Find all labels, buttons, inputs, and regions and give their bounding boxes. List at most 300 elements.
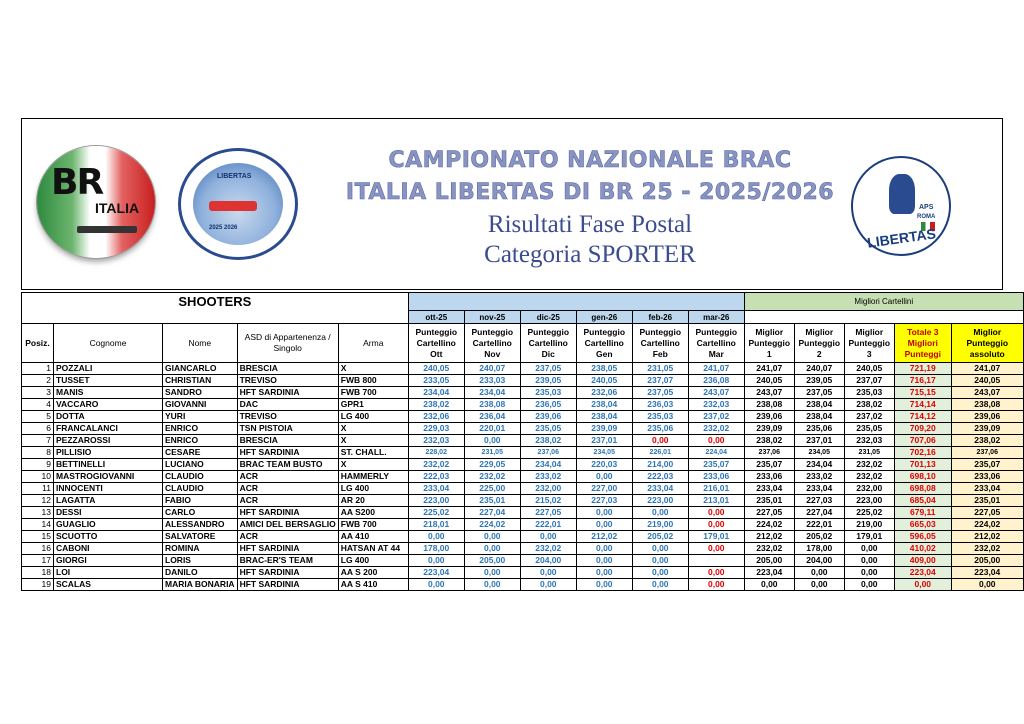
cell-arma: LG 400 xyxy=(338,555,408,567)
cell-month-score: 233,04 xyxy=(632,483,688,495)
table-row xyxy=(22,399,1024,411)
col-month-ott: Punteggio Cartellino Ott xyxy=(408,324,464,363)
cell-month-score: 237,01 xyxy=(576,435,632,447)
cell-arma: AR 20 xyxy=(338,495,408,507)
logo-libertas-text: LIBERTAS xyxy=(217,173,252,180)
title-line-3: Risultati Fase Postal xyxy=(487,211,693,238)
cell-best-score: 178,00 xyxy=(794,543,844,555)
cell-month-score: 226,01 xyxy=(632,447,688,459)
cell-best-score: 238,08 xyxy=(744,399,794,411)
cell-month-score: 216,01 xyxy=(688,483,744,495)
cell-arma: HATSAN AT 44 xyxy=(338,543,408,555)
cell-month-score: 227,00 xyxy=(576,483,632,495)
cell-totale: 410,02 xyxy=(894,543,951,555)
cell-best-score: 233,02 xyxy=(794,471,844,483)
cell-best-score: 224,02 xyxy=(744,519,794,531)
cell-arma: FWB 700 xyxy=(338,519,408,531)
cell-month-score: 222,03 xyxy=(632,471,688,483)
cell-arma: AA S 410 xyxy=(338,579,408,591)
cell-position: 19 xyxy=(22,579,54,591)
cell-month-score: 238,05 xyxy=(576,363,632,375)
cell-totale: 409,00 xyxy=(894,555,951,567)
cell-month-score: 0,00 xyxy=(520,531,576,543)
cell-best-score: 219,00 xyxy=(844,519,894,531)
cell-best-score: 205,00 xyxy=(744,555,794,567)
cell-cognome: GUAGLIO xyxy=(54,519,163,531)
results-body xyxy=(22,363,1024,591)
cell-nome: CLAUDIO xyxy=(163,483,238,495)
cell-assoluto: 235,07 xyxy=(951,459,1023,471)
migliori-spacer xyxy=(744,311,1023,324)
rifle-icon xyxy=(77,226,137,233)
cell-nome: ROMINA xyxy=(163,543,238,555)
cell-best-score: 223,00 xyxy=(844,495,894,507)
cell-best-score: 0,00 xyxy=(844,543,894,555)
cell-month-score: 229,03 xyxy=(408,423,464,435)
cell-assoluto: 240,05 xyxy=(951,375,1023,387)
cell-position: 14 xyxy=(22,519,54,531)
cell-best-score: 232,03 xyxy=(844,435,894,447)
cell-month-score: 232,03 xyxy=(688,399,744,411)
cell-month-score: 243,07 xyxy=(688,387,744,399)
cell-best-score: 234,05 xyxy=(794,447,844,459)
cell-month-score: 240,05 xyxy=(408,363,464,375)
cell-month-score: 227,04 xyxy=(464,507,520,519)
cell-month-score: 0,00 xyxy=(464,567,520,579)
col-best-1: Miglior Punteggio 1 xyxy=(744,324,794,363)
cell-month-score: 239,05 xyxy=(520,375,576,387)
cell-best-score: 239,05 xyxy=(794,375,844,387)
cell-best-score: 237,01 xyxy=(794,435,844,447)
cell-month-score: 0,00 xyxy=(576,543,632,555)
table-row xyxy=(22,363,1024,375)
cell-arma: X xyxy=(338,423,408,435)
cell-assoluto: 227,05 xyxy=(951,507,1023,519)
cell-month-score: 238,08 xyxy=(464,399,520,411)
cell-month-score: 234,04 xyxy=(408,387,464,399)
cell-nome: FABIO xyxy=(163,495,238,507)
cell-month-score xyxy=(688,555,744,567)
cell-best-score: 235,05 xyxy=(844,423,894,435)
cell-totale: 707,06 xyxy=(894,435,951,447)
table-row xyxy=(22,375,1024,387)
cell-cognome: TUSSET xyxy=(54,375,163,387)
cell-best-score: 232,02 xyxy=(844,471,894,483)
cell-month-score: 0,00 xyxy=(632,579,688,591)
cell-position: 2 xyxy=(22,375,54,387)
cell-asd: HFT SARDINIA xyxy=(237,543,338,555)
cell-best-score: 240,05 xyxy=(844,363,894,375)
cell-arma: X xyxy=(338,363,408,375)
cell-month-score: 232,02 xyxy=(688,423,744,435)
cell-position: 11 xyxy=(22,483,54,495)
cell-cognome: LOI xyxy=(54,567,163,579)
cell-month-score: 219,00 xyxy=(632,519,688,531)
cell-month-score: 218,01 xyxy=(408,519,464,531)
logo-aps-text: APS xyxy=(919,204,934,211)
cell-position: 5 xyxy=(22,411,54,423)
cell-best-score: 232,02 xyxy=(844,459,894,471)
cell-best-score: 227,05 xyxy=(744,507,794,519)
cell-month-score: 222,01 xyxy=(520,519,576,531)
cell-position: 6 xyxy=(22,423,54,435)
cell-best-score: 0,00 xyxy=(794,567,844,579)
cell-best-score: 237,06 xyxy=(744,447,794,459)
cell-best-score: 240,07 xyxy=(794,363,844,375)
cell-totale: 685,04 xyxy=(894,495,951,507)
cell-best-score: 238,02 xyxy=(744,435,794,447)
cell-best-score: 233,04 xyxy=(744,483,794,495)
rifle-icon xyxy=(209,201,257,211)
cell-cognome: PEZZAROSSI xyxy=(54,435,163,447)
cell-month-score: 227,05 xyxy=(520,507,576,519)
cell-nome: YURI xyxy=(163,411,238,423)
months-band xyxy=(408,293,744,311)
cell-month-score: 237,05 xyxy=(632,387,688,399)
cell-month-score: 232,02 xyxy=(408,459,464,471)
cell-month-score: 239,09 xyxy=(576,423,632,435)
cell-cognome: INNOCENTI xyxy=(54,483,163,495)
cell-best-score: 238,04 xyxy=(794,411,844,423)
cell-position: 13 xyxy=(22,507,54,519)
cell-position: 9 xyxy=(22,459,54,471)
cell-best-score: 225,02 xyxy=(844,507,894,519)
cell-assoluto: 243,07 xyxy=(951,387,1023,399)
cell-month-score: 232,02 xyxy=(520,543,576,555)
cell-nome: CHRISTIAN xyxy=(163,375,238,387)
cell-best-score: 204,00 xyxy=(794,555,844,567)
cell-best-score: 0,00 xyxy=(794,579,844,591)
cell-month-score: 239,06 xyxy=(520,411,576,423)
cell-month-score: 236,08 xyxy=(688,375,744,387)
cell-month-score: 215,02 xyxy=(520,495,576,507)
cell-cognome: PILLISIO xyxy=(54,447,163,459)
cell-best-score: 241,07 xyxy=(744,363,794,375)
cell-asd: ACR xyxy=(237,471,338,483)
cell-month-score: 232,06 xyxy=(408,411,464,423)
cell-cognome: CABONI xyxy=(54,543,163,555)
cell-month-score: 236,03 xyxy=(632,399,688,411)
col-arma: Arma xyxy=(338,324,408,363)
cell-arma: FWB 700 xyxy=(338,387,408,399)
cell-best-score: 233,04 xyxy=(794,483,844,495)
cell-asd: TSN PISTOIA xyxy=(237,423,338,435)
table-row xyxy=(22,447,1024,459)
libertas-postal-logo xyxy=(178,148,298,260)
cell-best-score: 243,07 xyxy=(744,387,794,399)
cell-position: 4 xyxy=(22,399,54,411)
cell-month-score: 0,00 xyxy=(464,531,520,543)
logo-roma-text: ROMA xyxy=(917,214,936,220)
cell-month-score: 238,04 xyxy=(576,411,632,423)
cell-position: 16 xyxy=(22,543,54,555)
cell-cognome: SCUOTTO xyxy=(54,531,163,543)
cell-assoluto: 239,09 xyxy=(951,423,1023,435)
logo-br-text: BR xyxy=(51,162,103,203)
cell-month-score: 0,00 xyxy=(408,579,464,591)
cell-month-score: 0,00 xyxy=(408,555,464,567)
cell-position: 18 xyxy=(22,567,54,579)
cell-month-score: 0,00 xyxy=(688,519,744,531)
table-row xyxy=(22,459,1024,471)
cell-cognome: LAGATTA xyxy=(54,495,163,507)
cell-assoluto: 235,01 xyxy=(951,495,1023,507)
col-month-nov: Punteggio Cartellino Nov xyxy=(464,324,520,363)
cell-totale: 714,14 xyxy=(894,399,951,411)
col-posiz: Posiz. xyxy=(22,324,54,363)
col-totale: Totale 3 Migliori Punteggi xyxy=(894,324,951,363)
col-month-mar: Punteggio Cartellino Mar xyxy=(688,324,744,363)
centro-provinciale-libertas-logo xyxy=(845,152,957,260)
table-row xyxy=(22,495,1024,507)
cell-nome: MARIA BONARIA xyxy=(163,579,238,591)
cell-month-score: 223,00 xyxy=(632,495,688,507)
col-cognome: Cognome xyxy=(54,324,163,363)
col-nome: Nome xyxy=(163,324,238,363)
cell-nome: SALVATORE xyxy=(163,531,238,543)
cell-assoluto: 237,06 xyxy=(951,447,1023,459)
cell-month-score: 179,01 xyxy=(688,531,744,543)
cell-month-score: 0,00 xyxy=(464,543,520,555)
cell-month-score: 205,02 xyxy=(632,531,688,543)
cell-month-score: 0,00 xyxy=(464,579,520,591)
cell-totale: 698,10 xyxy=(894,471,951,483)
cell-asd: DAC xyxy=(237,399,338,411)
cell-best-score: 237,07 xyxy=(844,375,894,387)
month-header: nov-25 xyxy=(464,311,520,324)
cell-arma: LG 400 xyxy=(338,411,408,423)
cell-totale: 665,03 xyxy=(894,519,951,531)
cell-position: 7 xyxy=(22,435,54,447)
table-row xyxy=(22,471,1024,483)
shooters-spacer xyxy=(22,311,409,324)
cell-cognome: VACCARO xyxy=(54,399,163,411)
cell-assoluto: 205,00 xyxy=(951,555,1023,567)
cell-totale: 701,13 xyxy=(894,459,951,471)
cell-cognome: GIORGI xyxy=(54,555,163,567)
col-assoluto: Miglior Punteggio assoluto xyxy=(951,324,1023,363)
cell-cognome: POZZALI xyxy=(54,363,163,375)
col-month-gen: Punteggio Cartellino Gen xyxy=(576,324,632,363)
cell-asd: HFT SARDINIA xyxy=(237,507,338,519)
cell-nome: DANILO xyxy=(163,567,238,579)
cell-assoluto: 232,02 xyxy=(951,543,1023,555)
cell-month-score: 0,00 xyxy=(520,579,576,591)
cell-arma: FWB 800 xyxy=(338,375,408,387)
cell-asd: HFT SARDINIA xyxy=(237,579,338,591)
cell-asd: ACR xyxy=(237,495,338,507)
cell-month-score: 0,00 xyxy=(632,507,688,519)
month-header: ott-25 xyxy=(408,311,464,324)
cell-best-score: 235,06 xyxy=(794,423,844,435)
title-line-2: ITALIA LIBERTAS DI BR 25 - 2025/2026 xyxy=(345,180,835,205)
cell-month-score: 229,05 xyxy=(464,459,520,471)
cell-month-score: 0,00 xyxy=(520,567,576,579)
table-row xyxy=(22,567,1024,579)
cell-best-score: 237,02 xyxy=(844,411,894,423)
title-line-4: Categoria SPORTER xyxy=(484,241,696,268)
cell-month-score: 0,00 xyxy=(688,567,744,579)
cell-asd: BRAC-ER'S TEAM xyxy=(237,555,338,567)
cell-month-score: 0,00 xyxy=(408,531,464,543)
cell-best-score: 0,00 xyxy=(844,555,894,567)
athlete-icon xyxy=(889,174,915,214)
cell-asd: BRAC TEAM BUSTO xyxy=(237,459,338,471)
table-row xyxy=(22,387,1024,399)
cell-cognome: MASTROGIOVANNI xyxy=(54,471,163,483)
month-header: mar-26 xyxy=(688,311,744,324)
cell-assoluto: 224,02 xyxy=(951,519,1023,531)
table-row xyxy=(22,579,1024,591)
cell-nome: LUCIANO xyxy=(163,459,238,471)
cell-month-score: 224,04 xyxy=(688,447,744,459)
cell-month-score: 237,06 xyxy=(520,447,576,459)
cell-month-score: 204,00 xyxy=(520,555,576,567)
cell-month-score: 235,07 xyxy=(688,459,744,471)
logo-years-text: 2025 2026 xyxy=(209,225,238,231)
cell-best-score: 235,07 xyxy=(744,459,794,471)
table-row xyxy=(22,411,1024,423)
cell-month-score: 232,02 xyxy=(464,471,520,483)
cell-position: 3 xyxy=(22,387,54,399)
logo-italia-text: ITALIA xyxy=(95,200,140,216)
cell-assoluto: 223,04 xyxy=(951,567,1023,579)
cell-asd: TREVISO xyxy=(237,411,338,423)
cell-asd: HFT SARDINIA xyxy=(237,567,338,579)
cell-month-score: 224,02 xyxy=(464,519,520,531)
cell-asd: ACR xyxy=(237,531,338,543)
cell-month-score: 232,03 xyxy=(408,435,464,447)
col-month-feb: Punteggio Cartellino Feb xyxy=(632,324,688,363)
cell-month-score: 235,03 xyxy=(520,387,576,399)
cell-cognome: FRANCALANCI xyxy=(54,423,163,435)
cell-best-score: 238,04 xyxy=(794,399,844,411)
cell-cognome: DESSI xyxy=(54,507,163,519)
col-best-3: Miglior Punteggio 3 xyxy=(844,324,894,363)
cell-totale: 596,05 xyxy=(894,531,951,543)
cell-month-score: 0,00 xyxy=(632,543,688,555)
cell-month-score: 240,07 xyxy=(464,363,520,375)
cell-best-score: 231,05 xyxy=(844,447,894,459)
cell-position: 1 xyxy=(22,363,54,375)
cell-month-score: 235,01 xyxy=(464,495,520,507)
cell-month-score: 238,02 xyxy=(520,435,576,447)
cell-totale: 721,19 xyxy=(894,363,951,375)
cell-cognome: DOTTA xyxy=(54,411,163,423)
cell-assoluto: 238,08 xyxy=(951,399,1023,411)
cell-totale: 709,20 xyxy=(894,423,951,435)
brac-italia-logo xyxy=(37,146,155,258)
cell-assoluto: 233,04 xyxy=(951,483,1023,495)
title-line-1: CAMPIONATO NAZIONALE BRAC xyxy=(388,148,792,173)
cell-month-score: 238,04 xyxy=(576,399,632,411)
cell-totale: 679,11 xyxy=(894,507,951,519)
cell-asd: AMICI DEL BERSAGLIO xyxy=(237,519,338,531)
cell-best-score: 240,05 xyxy=(744,375,794,387)
table-row xyxy=(22,507,1024,519)
cell-assoluto: 241,07 xyxy=(951,363,1023,375)
cell-asd: ACR xyxy=(237,483,338,495)
cell-assoluto: 212,02 xyxy=(951,531,1023,543)
table-row xyxy=(22,519,1024,531)
cell-best-score: 212,02 xyxy=(744,531,794,543)
cell-best-score: 237,05 xyxy=(794,387,844,399)
cell-month-score: 238,02 xyxy=(408,399,464,411)
cell-best-score: 222,01 xyxy=(794,519,844,531)
cell-month-score: 233,05 xyxy=(408,375,464,387)
cell-cognome: SCALAS xyxy=(54,579,163,591)
cell-totale: 715,15 xyxy=(894,387,951,399)
cell-month-score: 220,01 xyxy=(464,423,520,435)
cell-nome: LORIS xyxy=(163,555,238,567)
cell-best-score: 179,01 xyxy=(844,531,894,543)
cell-month-score: 213,01 xyxy=(688,495,744,507)
cell-best-score: 223,04 xyxy=(744,567,794,579)
cell-totale: 714,12 xyxy=(894,411,951,423)
cell-position: 17 xyxy=(22,555,54,567)
cell-month-score: 0,00 xyxy=(576,555,632,567)
month-header: gen-26 xyxy=(576,311,632,324)
cell-month-score: 233,04 xyxy=(408,483,464,495)
cell-month-score: 214,00 xyxy=(632,459,688,471)
cell-month-score: 0,00 xyxy=(632,435,688,447)
cell-best-score: 239,09 xyxy=(744,423,794,435)
cell-month-score: 225,00 xyxy=(464,483,520,495)
cell-cognome: MANIS xyxy=(54,387,163,399)
cell-assoluto: 238,02 xyxy=(951,435,1023,447)
cell-month-score: 241,07 xyxy=(688,363,744,375)
cell-totale: 223,04 xyxy=(894,567,951,579)
cell-month-score: 0,00 xyxy=(632,555,688,567)
cell-month-score: 225,02 xyxy=(408,507,464,519)
cell-totale: 716,17 xyxy=(894,375,951,387)
col-month-dic: Punteggio Cartellino Dic xyxy=(520,324,576,363)
cell-month-score: 235,06 xyxy=(632,423,688,435)
cell-month-score: 234,04 xyxy=(464,387,520,399)
cell-nome: GIOVANNI xyxy=(163,399,238,411)
table-row xyxy=(22,435,1024,447)
cell-month-score: 227,03 xyxy=(576,495,632,507)
cell-best-score: 234,04 xyxy=(794,459,844,471)
cell-month-score: 0,00 xyxy=(576,507,632,519)
cell-best-score: 227,04 xyxy=(794,507,844,519)
cell-month-score: 205,00 xyxy=(464,555,520,567)
cell-totale: 698,08 xyxy=(894,483,951,495)
table-row xyxy=(22,483,1024,495)
cell-asd: HFT SARDINIA xyxy=(237,447,338,459)
cell-best-score: 233,06 xyxy=(744,471,794,483)
cell-position: 15 xyxy=(22,531,54,543)
cell-nome: CARLO xyxy=(163,507,238,519)
cell-best-score: 232,00 xyxy=(844,483,894,495)
cell-month-score: 0,00 xyxy=(576,567,632,579)
cell-best-score: 227,03 xyxy=(794,495,844,507)
logo-libertas-text: LIBERTAS xyxy=(866,225,937,251)
cell-month-score: 0,00 xyxy=(576,519,632,531)
cell-best-score: 238,02 xyxy=(844,399,894,411)
cell-month-score: 236,04 xyxy=(464,411,520,423)
table-row xyxy=(22,555,1024,567)
cell-month-score: 234,05 xyxy=(576,447,632,459)
cell-month-score: 237,02 xyxy=(688,411,744,423)
cell-month-score: 223,04 xyxy=(408,567,464,579)
cell-month-score: 237,07 xyxy=(632,375,688,387)
cell-assoluto: 239,06 xyxy=(951,411,1023,423)
shooters-label: SHOOTERS xyxy=(22,293,409,311)
cell-best-score: 239,06 xyxy=(744,411,794,423)
cell-nome: CESARE xyxy=(163,447,238,459)
cell-position: 8 xyxy=(22,447,54,459)
